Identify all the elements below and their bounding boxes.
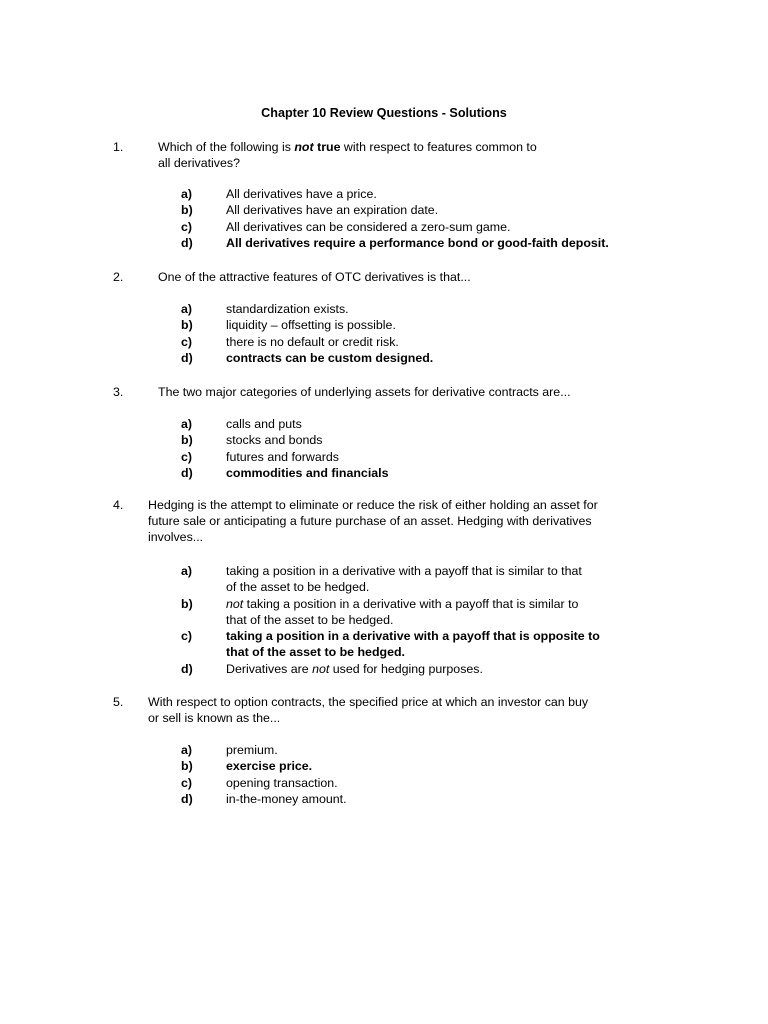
question-number: 1. — [113, 140, 124, 154]
question-text — [158, 139, 668, 171]
option-letter: c) — [181, 334, 193, 349]
option-c — [0, 219, 768, 235]
option-d-correct — [0, 465, 768, 481]
option-text: premium. — [226, 743, 278, 757]
option-text-correct: All derivatives require a performance bond or good-faith deposit. — [226, 235, 609, 250]
emphasis-not: not — [226, 596, 244, 611]
option-text: futures and forwards — [226, 449, 339, 464]
question-text — [148, 694, 658, 726]
option-c — [0, 449, 768, 465]
question-text-part: Hedging is the attempt to eliminate or reduce the risk of either holding an asset for — [148, 498, 598, 512]
question-text-part: With respect to option contracts, the specified price at which an investor can buy — [148, 695, 589, 709]
question-text — [148, 497, 658, 545]
option-text: opening transaction. — [226, 775, 338, 790]
option-letter: c) — [181, 449, 193, 464]
option-text-correct: contracts can be custom designed. — [226, 350, 434, 365]
question-text-part: with respect to features common to — [340, 140, 537, 154]
options-q4 — [0, 563, 768, 677]
question-text-part: or sell is known as the... — [148, 711, 281, 725]
option-text — [226, 563, 666, 595]
option-text — [226, 596, 666, 628]
options-q5 — [0, 742, 768, 807]
option-letter: d) — [181, 235, 193, 250]
option-text: standardization exists. — [226, 302, 349, 316]
option-letter: c) — [181, 775, 193, 790]
question-number: 4. — [113, 498, 124, 512]
option-letter: a) — [181, 743, 193, 757]
option-c-correct — [0, 628, 768, 661]
option-letter: a) — [181, 302, 193, 316]
option-b — [0, 596, 768, 629]
option-letter: c) — [181, 219, 193, 234]
option-text: All derivatives have an expiration date. — [226, 203, 439, 218]
option-letter: a) — [181, 417, 193, 431]
emphasis-true: true — [313, 140, 341, 154]
question-text-part: future sale or anticipating a future purchase of an asset. Hedging with derivatives — [148, 514, 592, 528]
emphasis-not: not — [294, 140, 314, 154]
option-b-correct — [0, 758, 768, 774]
option-text: in-the-money amount. — [226, 791, 347, 806]
option-b — [0, 432, 768, 448]
question-number: 3. — [113, 385, 124, 399]
emphasis-not: not — [312, 661, 330, 676]
option-text: All derivatives can be considered a zero-sum game. — [226, 219, 511, 234]
question-text-part: all derivatives? — [158, 156, 240, 170]
option-text — [226, 661, 666, 677]
option-text-line: taking a position in a derivative with a payoff that is similar to — [243, 596, 579, 611]
option-b — [0, 317, 768, 333]
option-text-line: of the asset to be hedged. — [226, 580, 370, 594]
option-d — [0, 661, 768, 677]
option-letter: b) — [181, 759, 193, 774]
option-a — [0, 742, 768, 758]
option-text-line: taking a position in a derivative with a payoff that is similar to that — [226, 564, 582, 578]
option-d-correct — [0, 350, 768, 366]
question-number: 5. — [113, 695, 124, 709]
option-c — [0, 775, 768, 791]
option-text: stocks and bonds — [226, 433, 323, 448]
option-letter: a) — [181, 187, 193, 201]
option-letter: d) — [181, 791, 193, 806]
options-q2 — [0, 301, 768, 366]
options-q3 — [0, 416, 768, 481]
option-text: calls and puts — [226, 417, 302, 431]
option-letter: d) — [181, 661, 193, 676]
option-text-line: taking a position in a derivative with a payoff that is opposite to — [226, 629, 600, 643]
option-d-correct — [0, 235, 768, 251]
option-letter: b) — [181, 203, 193, 218]
question-text: One of the attractive features of OTC derivatives is that... — [158, 270, 471, 284]
option-letter: d) — [181, 465, 193, 480]
document-title: Chapter 10 Review Questions - Solutions — [261, 106, 507, 120]
option-b — [0, 202, 768, 218]
question-text: The two major categories of underlying assets for derivative contracts are... — [158, 385, 571, 399]
option-letter: b) — [181, 318, 193, 333]
option-letter: d) — [181, 350, 193, 365]
question-text-part: involves... — [148, 530, 204, 544]
option-text-correct — [226, 628, 666, 660]
options-q1 — [0, 186, 768, 251]
option-a — [0, 186, 768, 202]
option-text-line: that of the asset to be hedged. — [226, 612, 394, 627]
option-letter: c) — [181, 629, 193, 643]
option-text: liquidity – offsetting is possible. — [226, 318, 396, 333]
question-number: 2. — [113, 270, 124, 284]
option-text: there is no default or credit risk. — [226, 334, 399, 349]
option-text-part: used for hedging purposes. — [329, 661, 483, 676]
option-text: All derivatives have a price. — [226, 187, 377, 201]
option-letter: b) — [181, 433, 193, 448]
option-c — [0, 334, 768, 350]
option-letter: a) — [181, 564, 193, 578]
option-a — [0, 301, 768, 317]
option-text-part: Derivatives are — [226, 661, 313, 676]
option-letter: b) — [181, 596, 193, 611]
option-text-line: that of the asset to be hedged. — [226, 645, 405, 659]
option-a — [0, 563, 768, 596]
option-d — [0, 791, 768, 807]
option-text-correct: exercise price. — [226, 759, 313, 774]
option-a — [0, 416, 768, 432]
question-text-part: Which of the following is — [158, 140, 295, 154]
option-text-correct: commodities and financials — [226, 465, 389, 480]
